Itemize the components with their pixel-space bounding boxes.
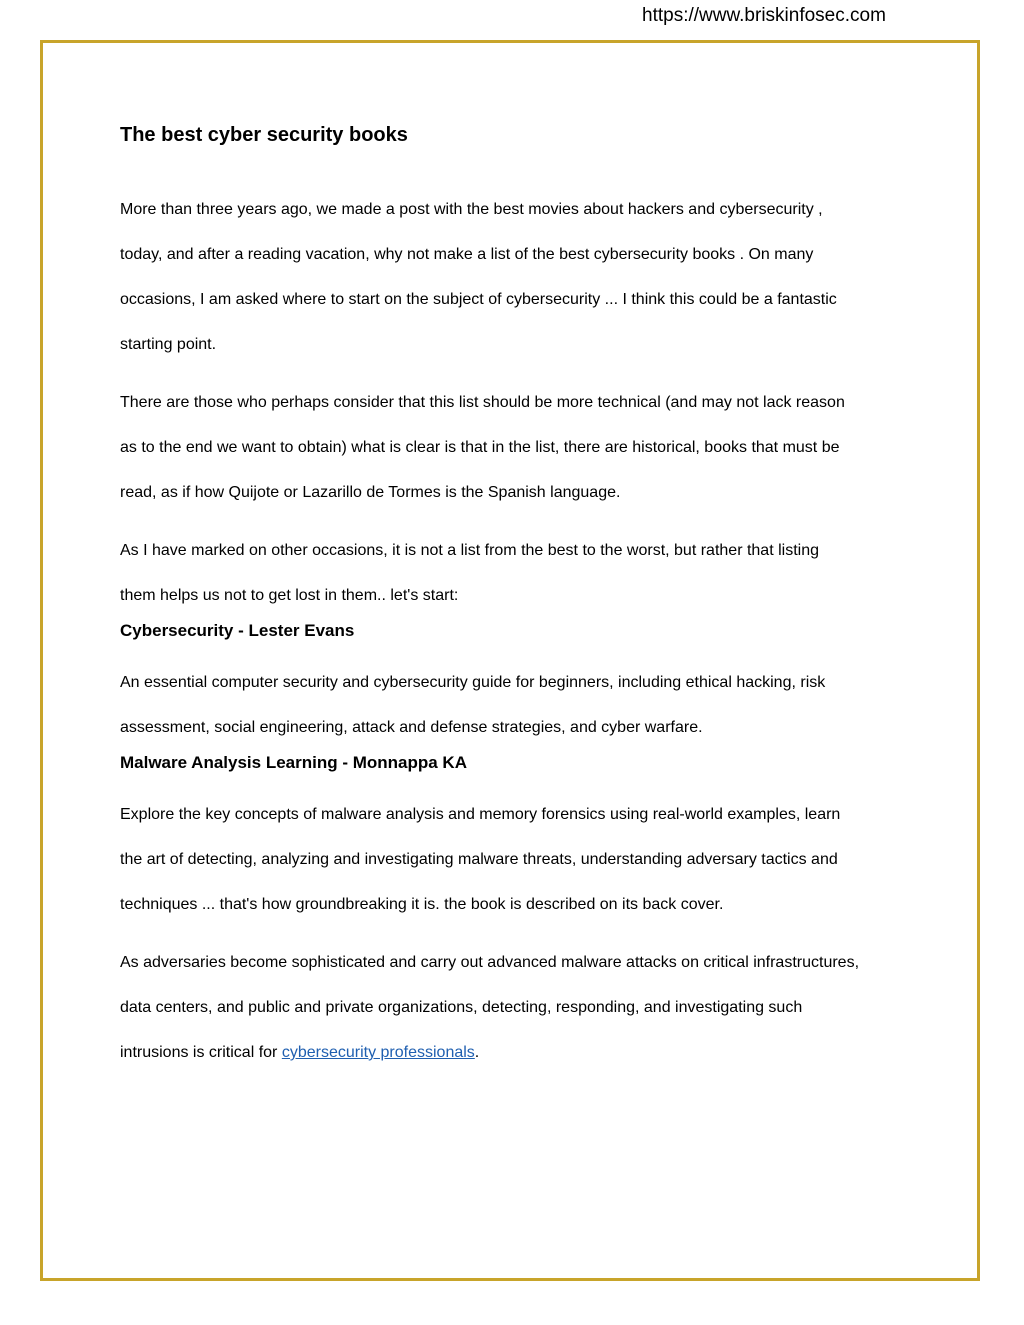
book-heading-malware-analysis: Malware Analysis Learning - Monnappa KA [120, 753, 467, 772]
book-description-malware-analysis [120, 792, 910, 927]
text-line: An essential computer security and cybersecurity guide for beginners, including ethical hacking, risk [120, 674, 826, 691]
text-line-with-link [120, 1030, 910, 1075]
text-line: as to the end we want to obtain) what is clear is that in the list, there are historical, books that must be [120, 439, 840, 456]
text-line: assessment, social engineering, attack and defense strategies, and cyber warfare. [120, 719, 703, 736]
book-description-cybersecurity [120, 660, 910, 750]
site-url: https://www.briskinfosec.com [642, 5, 886, 26]
text-line: read, as if how Quijote or Lazarillo de Tormes is the Spanish language. [120, 484, 621, 501]
text-line: today, and after a reading vacation, why not make a list of the best cybersecurity books . On many [120, 246, 814, 263]
intro-paragraph-2 [120, 380, 910, 515]
intro-paragraph-1 [120, 187, 910, 367]
text-line: them helps us not to get lost in them.. let's start: [120, 587, 459, 604]
text-line: As I have marked on other occasions, it is not a list from the best to the worst, but rather that listing [120, 542, 819, 559]
text-line: Explore the key concepts of malware analysis and memory forensics using real-world examples, learn [120, 806, 841, 823]
link-suffix-text: . [474, 1044, 480, 1061]
book-heading-cybersecurity: Cybersecurity - Lester Evans [120, 621, 355, 640]
cybersecurity-professionals-link[interactable]: cybersecurity professionals [281, 1044, 475, 1061]
page-title: The best cyber security books [120, 124, 408, 146]
document-body [120, 120, 910, 1075]
intro-paragraph-3 [120, 528, 910, 618]
text-line: occasions, I am asked where to start on the subject of cybersecurity ... I think this could be a fantastic [120, 291, 837, 308]
text-line: As adversaries become sophisticated and carry out advanced malware attacks on critical infrastructures, [120, 954, 860, 971]
text-line: data centers, and public and private organizations, detecting, responding, and investigating such [120, 999, 803, 1016]
text-line: techniques ... that's how groundbreaking it is. the book is described on its back cover. [120, 896, 724, 913]
text-line: There are those who perhaps consider that this list should be more technical (and may not lack reason [120, 394, 845, 411]
text-line: starting point. [120, 336, 217, 353]
book-detail-malware-analysis [120, 940, 910, 1075]
text-line: More than three years ago, we made a post with the best movies about hackers and cybersecurity , [120, 201, 823, 218]
link-prefix-text: intrusions is critical for [120, 1044, 282, 1061]
text-line: the art of detecting, analyzing and investigating malware threats, understanding adversary tactics and [120, 851, 838, 868]
